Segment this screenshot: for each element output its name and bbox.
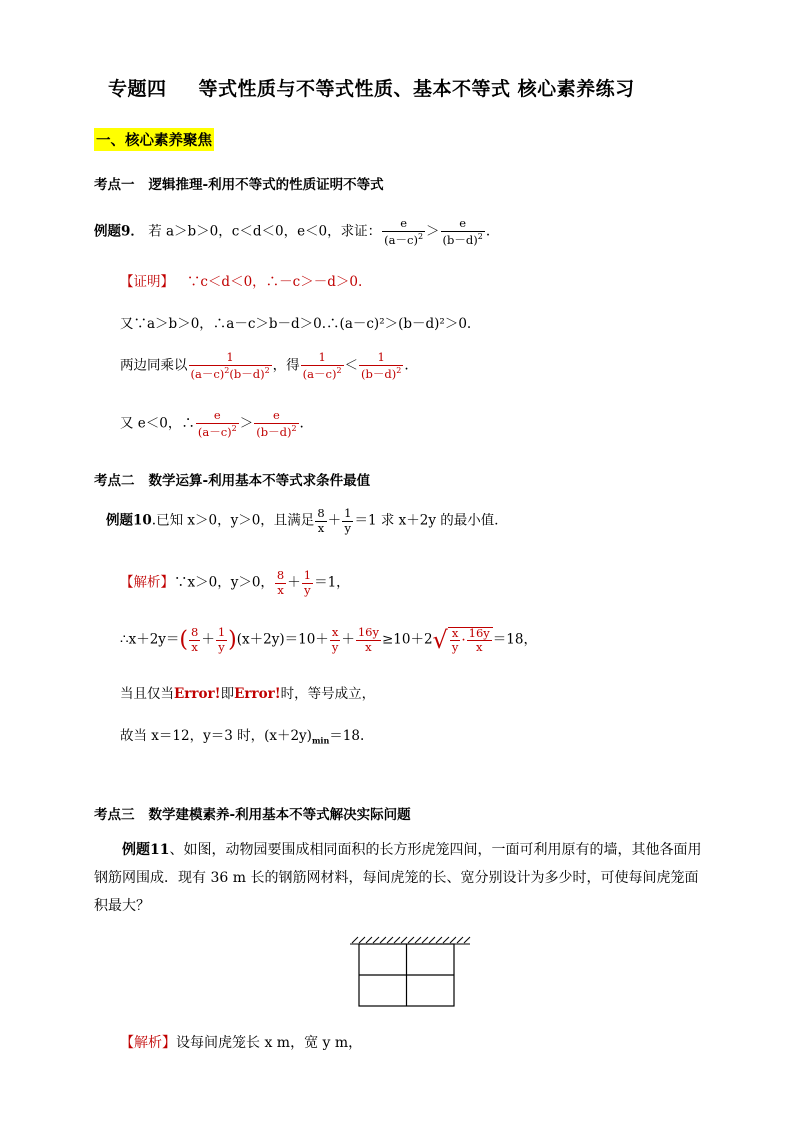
example-9-proof-line-3: 两边同乘以 $\frac{1}{(a-c)^2(b-d)^2}$ ，得 $\frac{1}{(a-c)^2}$ ＜ $\frac{1}{(b-d)^2}$ .: [120, 350, 409, 381]
wall-hatching: [350, 937, 470, 944]
kaodian-1-heading: 考点一 逻辑推理-利用不等式的性质证明不等式: [94, 177, 384, 193]
example-10-solution-line-1: 【解析】∵x＞0，y＞0， $\frac{8}{x}$ ＋ $\frac{1}{y}$ ＝1，: [120, 568, 350, 597]
kaodian-3-heading: 考点三 数学建模素养-利用基本不等式解决实际问题: [94, 807, 411, 823]
example-9-proof-line-4: 又 e＜0，∴ $\frac{e}{(a-c)^2}$ ＞ $\frac{e}{(b-d)^2}$ .: [120, 408, 304, 439]
example-10-solution-line-4: 故当 x＝12，y＝3 时，$(x+2y)_{min}=18$.: [120, 728, 365, 746]
example-10-solution-line-2: ∴x＋2y＝( $\frac{8}{x}$ ＋ $\frac{1}{y}$ )(x＋2y)＝10＋ $\frac{x}{y}$ ＋ $\frac{16y}{x}$ ≥10＋2√ $\frac{x}{y}$ · $\frac{16y}{x}$ ＝18，: [120, 625, 537, 654]
example-9-proof-line-2: 又∵a＞b＞0，∴a－c＞b－d＞0.∴(a－c)²＞(b－d)²＞0.: [120, 316, 472, 332]
tiger-cage-figure: [345, 934, 475, 1010]
example-10-solution-line-3: 当且仅当Error!即Error!时，等号成立，: [120, 686, 376, 702]
cage-grid: [359, 944, 454, 1006]
section-heading: 一、核心素养聚焦: [94, 128, 214, 151]
example-10-statement: 例题10.已知 x＞0，y＞0，且满足 $\frac{8}{x}$ ＋ $\frac{1}{y}$ ＝1 求 x＋2y 的最小值．: [106, 506, 508, 535]
page-title: 专题四 等式性质与不等式性质、基本不等式 核心素养练习: [108, 78, 635, 100]
example-11-solution: 【解析】设每间虎笼长 x m，宽 y m，: [120, 1035, 363, 1051]
example-9-statement: 例题9． 若 a＞b＞0，c＜d＜0，e＜0，求证： $\frac{e}{(a-c)^2}$ ＞ $\frac{e}{(b-d)^2}$ .: [94, 216, 491, 247]
kaodian-2-heading: 考点二 数学运算-利用基本不等式求条件最值: [94, 473, 371, 489]
example-9-proof-line-1: 【证明】 ∵c＜d＜0，∴－c＞－d＞0.: [120, 274, 363, 290]
example-11-statement: 例题11、如图，动物园要围成相同面积的长方形虎笼四间，一面可利用原有的墙，其他各面用钢筋网围成．现有 36 m 长的钢筋网材料，每间虎笼的长、宽分别设计为多少时，可使每间虎笼面积最大？: [94, 842, 702, 914]
